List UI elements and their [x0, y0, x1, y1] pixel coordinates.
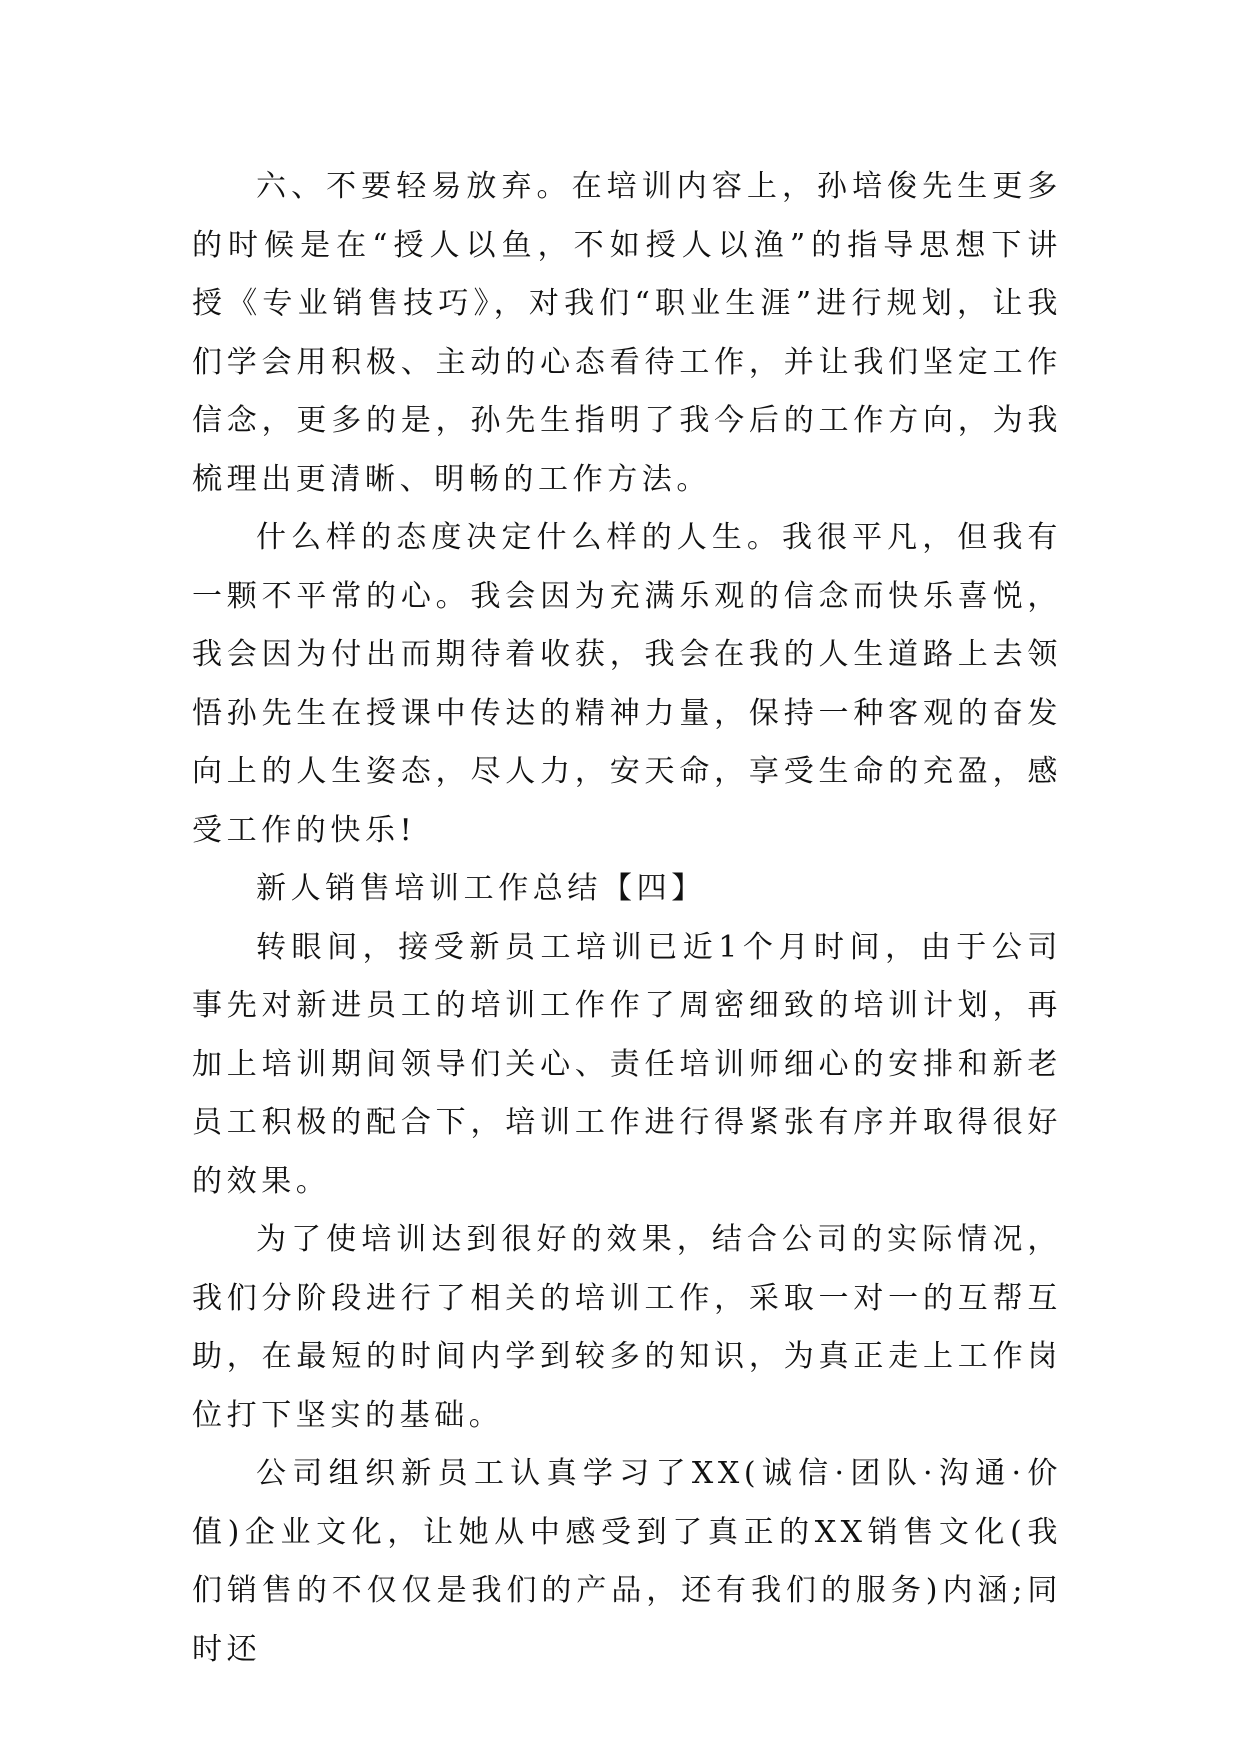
- paragraph-attitude: 什么样的态度决定什么样的人生。我很平凡，但我有一颗不平常的心。我会因为充满乐观的信念而快乐喜悦，我会因为付出而期待着收获，我会在我的人生道路上去领悟孙先生在授课中传达的精神力量，保持一种客观的奋发向上的人生姿态，尽人力，安天命，享受生命的充盈，感受工作的快乐!: [192, 520, 1062, 848]
- paragraph-company-culture: 公司组织新员工认真学习了XX(诚信·团队·沟通·价值)企业文化，让她从中感受到了真正的XX销售文化(我们销售的不仅仅是我们的产品，还有我们的服务)内涵;同时还: [192, 1456, 1062, 1667]
- paragraph-six-dont-give-up: 六、不要轻易放弃。在培训内容上，孙培俊先生更多的时候是在“授人以鱼，不如授人以渔”的指导思想下讲授《专业销售技巧》，对我们“职业生涯”进行规划，让我们学会用积极、主动的心态看待工作，并让我们坚定工作信念，更多的是，孙先生指明了我今后的工作方向，为我梳理出更清晰、明畅的工作方法。: [192, 169, 1062, 497]
- paragraph-training-method: 为了使培训达到很好的效果，结合公司的实际情况，我们分阶段进行了相关的培训工作，采取一对一的互帮互助，在最短的时间内学到较多的知识，为真正走上工作岗位打下坚实的基础。: [192, 1222, 1062, 1433]
- paragraph-training-overview: 转眼间，接受新员工培训已近1个月时间，由于公司事先对新进员工的培训工作作了周密细致的培训计划，再加上培训期间领导们关心、责任培训师细心的安排和新老员工积极的配合下，培训工作进行得紧张有序并取得很好的效果。: [192, 929, 1062, 1199]
- section-heading: 新人销售培训工作总结【四】: [256, 871, 706, 906]
- document-body: [192, 158, 1062, 1679]
